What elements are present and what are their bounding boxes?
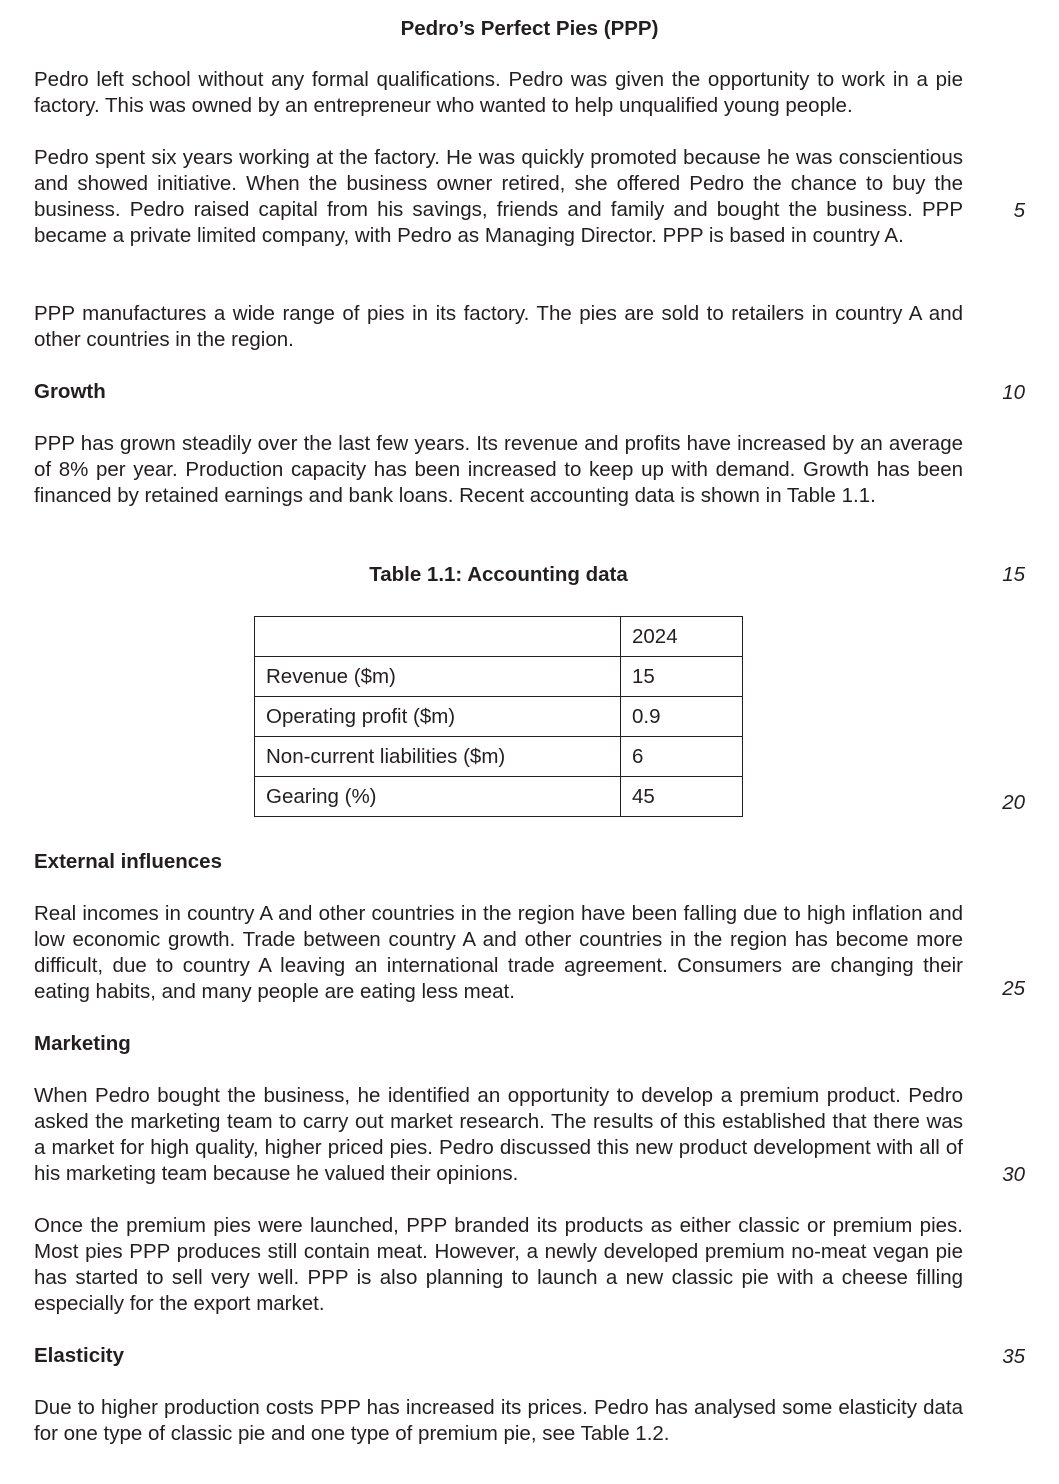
table-row <box>255 777 743 817</box>
table-row <box>255 697 743 737</box>
line-number: 5 <box>1013 199 1025 222</box>
table-row-label: Gearing (%) <box>255 777 621 817</box>
paragraph-growth: PPP has grown steadily over the last few years. Its revenue and profits have increased by an average of 8% per year. Production capacity has been increased to keep up with demand. Growth has been financed by retained earnings and bank loans. Recent accounting data is shown in Table 1.1. <box>34 432 963 507</box>
table-row <box>255 657 743 697</box>
line-number: 30 <box>1002 1163 1025 1186</box>
paragraph-background: Pedro left school without any formal qualifications. Pedro was given the opportunity to work in a pie factory. This was owned by an entrepreneur who wanted to help unqualified young people. <box>34 68 963 117</box>
paragraph-ownership: Pedro spent six years working at the factory. He was quickly promoted because he was conscientious and showed initiative. When the business owner retired, she offered Pedro the chance to buy the business. Pedro raised capital from his savings, friends and family and bought the business. PPP became a private limited company, with Pedro as Managing Director. PPP is based in country A. <box>34 146 963 247</box>
line-number: 10 <box>1002 381 1025 404</box>
table-row <box>255 737 743 777</box>
line-number: 25 <box>1002 977 1025 1000</box>
heading-growth: Growth <box>34 380 106 403</box>
page-title: Pedro’s Perfect Pies (PPP) <box>400 17 659 40</box>
paragraph-elasticity: Due to higher production costs PPP has increased its prices. Pedro has analysed some elasticity data for one type of classic pie and one type of premium pie, see Table 1.2. <box>34 1396 963 1445</box>
table-header-row <box>255 617 743 657</box>
paragraph-products: PPP manufactures a wide range of pies in its factory. The pies are sold to retailers in country A and other countries in the region. <box>34 302 963 351</box>
heading-marketing: Marketing <box>34 1032 131 1055</box>
table-caption: Table 1.1: Accounting data <box>369 563 628 586</box>
paragraph-branding: Once the premium pies were launched, PPP branded its products as either classic or premium pies. Most pies PPP produces still contain meat. However, a newly developed premium no-meat vegan pie has started to sell very well. PPP is also planning to launch a new classic pie with a cheese filling especially for the export market. <box>34 1214 963 1315</box>
table-row-value: 6 <box>621 737 743 777</box>
paragraph-marketing-research: When Pedro bought the business, he identified an opportunity to develop a premium product. Pedro asked the marketing team to carry out market research. The results of this established that there was a market for high quality, higher priced pies. Pedro discussed this new product development with all of his marketing team because he valued their opinions. <box>34 1084 963 1185</box>
line-number: 15 <box>1002 563 1025 586</box>
line-number: 35 <box>1002 1345 1025 1368</box>
line-number: 20 <box>1002 791 1025 814</box>
table-header-year: 2024 <box>621 617 743 657</box>
table-row-label: Revenue ($m) <box>255 657 621 697</box>
heading-elasticity: Elasticity <box>34 1344 125 1367</box>
table-row-value: 45 <box>621 777 743 817</box>
table-row-label: Non-current liabilities ($m) <box>255 737 621 777</box>
table-header-cell <box>255 617 621 657</box>
paragraph-external: Real incomes in country A and other countries in the region have been falling due to high inflation and low economic growth. Trade between country A and other countries in the region has become more difficult, due to country A leaving an international trade agreement. Consumers are changing their eating habits, and many people are eating less meat. <box>34 902 963 1003</box>
accounting-data-table <box>254 616 743 817</box>
table-row-value: 15 <box>621 657 743 697</box>
table-row-label: Operating profit ($m) <box>255 697 621 737</box>
heading-external-influences: External influences <box>34 850 222 873</box>
table-row-value: 0.9 <box>621 697 743 737</box>
